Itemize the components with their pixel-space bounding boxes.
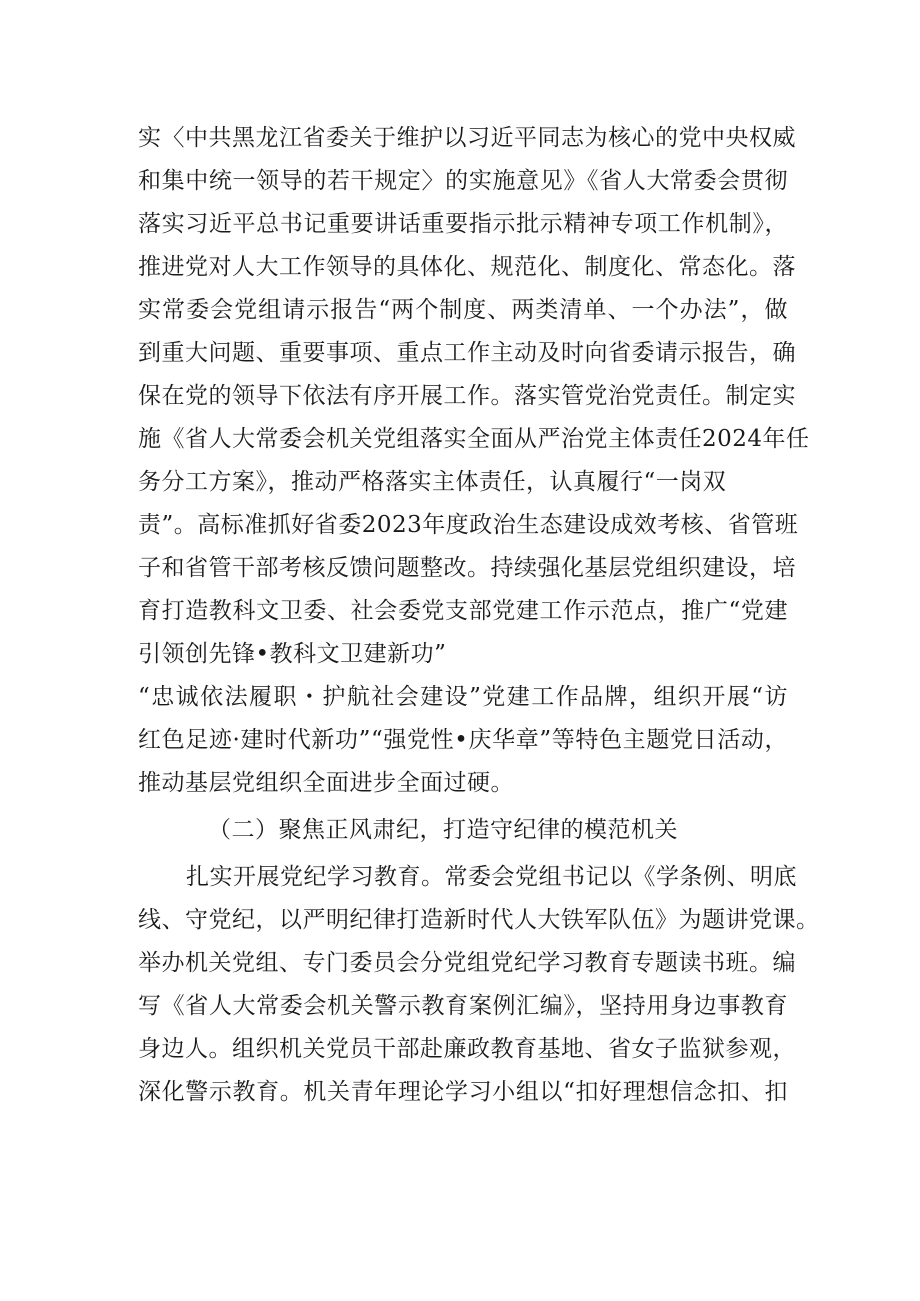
- text-line: 责”。高标准抓好省委2023年度政治生态建设成效考核、省管班: [138, 512, 799, 538]
- text-line: 身边人。组织机关党员干部赴廉政教育基地、省女子监狱参观，: [138, 1036, 796, 1062]
- text-line: 施《省人大常委会机关党组落实全面从严治党主体责任2024年任: [138, 426, 810, 452]
- text-line: 实〈中共黑龙江省委关于维护以习近平同志为核心的党中央权威: [138, 125, 796, 151]
- text-line: 推进党对人大工作领导的具体化、规范化、制度化、常态化。落: [138, 254, 796, 280]
- text-line: “忠诚依法履职・护航社会建设”党建工作品牌，组织开展“访: [138, 684, 788, 710]
- text-line: 保在党的领导下依法有序开展工作。落实管党治党责任。制定实: [138, 383, 796, 409]
- text-line: 到重大问题、重要事项、重点工作主动及时向省委请示报告，确: [138, 340, 796, 366]
- text-line: 红色足迹·建时代新功”“强党性•庆华章”等特色主题党日活动，: [138, 727, 788, 753]
- text-line: 育打造教科文卫委、社会委党支部党建工作示范点，推广“党建: [138, 598, 788, 624]
- text-line: 推动基层党组织全面进步全面过硬。: [138, 770, 514, 796]
- text-line: 线、守党纪，以严明纪律打造新时代人大铁军队伍》为题讲党课。: [138, 907, 820, 933]
- text-line: 实常委会党组请示报告“两个制度、两类清单、一个办法”，做: [138, 297, 788, 323]
- text-line: 扎实开展党纪学习教育。常委会党组书记以《学条例、明底: [186, 864, 797, 890]
- text-line: 举办机关党组、专门委员会分党组党纪学习教育专题读书班。编: [138, 950, 796, 976]
- section-heading: （二）聚焦正风肃纪，打造守纪律的模范机关: [208, 817, 678, 843]
- text-line: 引领创先锋•教科文卫建新功”: [138, 641, 447, 667]
- text-line: 写《省人大常委会机关警示教育案例汇编》，坚持用身边事教育: [138, 993, 788, 1019]
- text-line: 深化警示教育。机关青年理论学习小组以“扣好理想信念扣、扣: [138, 1079, 788, 1105]
- text-line: 务分工方案》，推动严格落实主体责任，认真履行“一岗双: [138, 469, 727, 495]
- text-line: 子和省管干部考核反馈问题整改。持续强化基层党组织建设，培: [138, 555, 796, 581]
- text-line: 落实习近平总书记重要讲话重要指示批示精神专项工作机制》，: [138, 211, 788, 237]
- text-line: 和集中统一领导的若干规定〉的实施意见》《省人大常委会贯彻: [138, 168, 788, 194]
